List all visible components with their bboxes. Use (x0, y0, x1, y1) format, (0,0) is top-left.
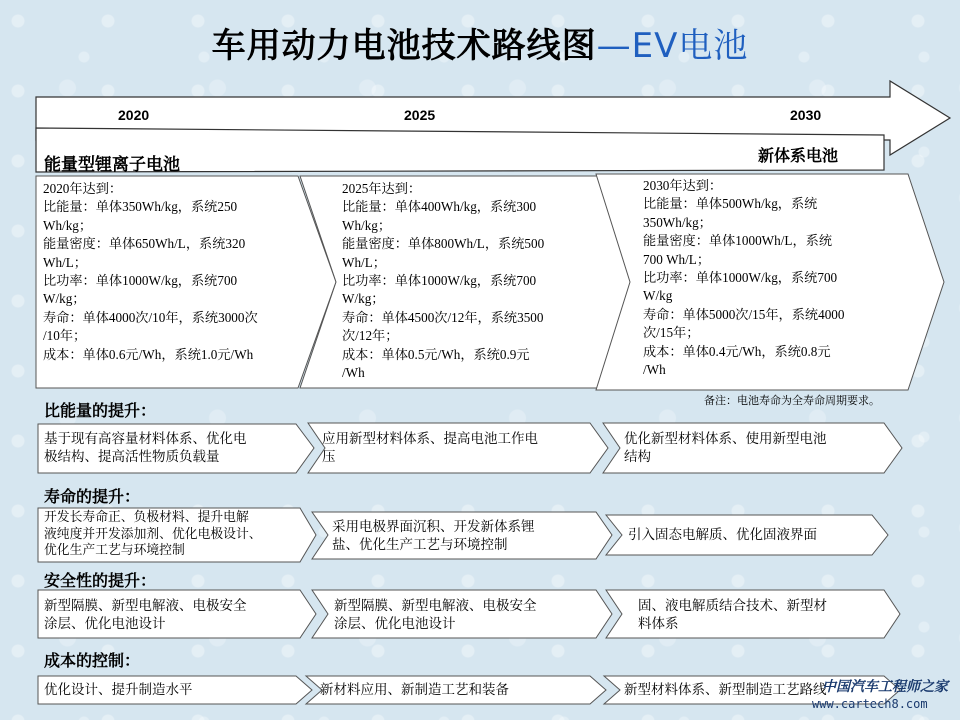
new-system-battery-label: 新体系电池 (758, 146, 839, 165)
sec4-cell-2: 新材料应用、新制造工艺和装备 (320, 682, 509, 698)
sec4-cell-3: 新型材料体系、新型制造工艺路线 (624, 682, 827, 698)
watermark-url: www.cartech8.com (812, 697, 928, 711)
sec3-cell-1: 新型隔膜、新型电解液、电极安全 涂层、优化电池设计 (44, 598, 247, 632)
sec1-cell-1: 基于现有高容量材料体系、优化电 极结构、提高活性物质负载量 (44, 431, 247, 465)
energy-li-ion-label: 能量型锂离子电池 (44, 155, 180, 175)
year-2020-label: 2020 (118, 107, 150, 123)
section-title-safety: 安全性的提升： (44, 571, 157, 590)
year-2025-label: 2025 (404, 107, 436, 123)
section-title-cost: 成本的控制： (44, 651, 141, 670)
sec2-cell-1: 开发长寿命正、负极材料、提升电解 液纯度并开发添加剂、优化电极设计、 优化生产工艺与环境控制 (44, 510, 262, 558)
targets-2020: 2020年达到： 比能量：单体350Wh/kg，系统250 Wh/kg； 能量密度：单体650Wh/L，系统320 Wh/L； 比功率：单体1000W/kg，系统700 W/kg； 寿命：单体4000次/10年，系统3000次 /10年； 成本：单体0.6元/Wh，系统1.0元/Wh (43, 181, 258, 362)
targets-2025: 2025年达到： 比能量：单体400Wh/kg，系统300 Wh/kg； 能量密度：单体800Wh/L，系统500 Wh/L； 比功率：单体1000W/kg，系统700 W/kg； 寿命：单体4500次/12年，系统3500 次/12年； 成本：单体0.5元/Wh，系统0.9元 /Wh (342, 181, 545, 381)
section-title-lifetime: 寿命的提升： (44, 487, 141, 506)
sec4-cell-1: 优化设计、提升制造水平 (44, 682, 193, 698)
section-title-specific-energy: 比能量的提升： (44, 401, 157, 420)
sec3-cell-3: 固、液电解质结合技术、新型材 料体系 (638, 598, 827, 632)
lifetime-note: 备注：电池寿命为全寿命周期要求。 (704, 394, 880, 407)
sec1-cell-2: 应用新型材料体系、提高电池工作电 压 (322, 431, 538, 465)
sec3-cell-2: 新型隔膜、新型电解液、电极安全 涂层、优化电池设计 (334, 598, 537, 632)
page-title: 车用动力电池技术路线图—EV电池 (211, 26, 749, 66)
sec2-cell-2: 采用电极界面沉积、开发新体系锂 盐、优化生产工艺与环境控制 (332, 519, 535, 553)
watermark-cn: 中国汽车工程师之家 (822, 679, 948, 695)
sec1-cell-3: 优化新型材料体系、使用新型电池 结构 (624, 431, 827, 465)
targets-2030: 2030年达到： 比能量：单体500Wh/kg，系统 350Wh/kg； 能量密度：单体1000Wh/L，系统 700 Wh/L； 比功率：单体1000W/kg，系统700 W/kg 寿命：单体5000次/15年，系统4000 次/15年； 成本：单体0.4元/Wh，系统0.8元 /Wh (643, 178, 845, 378)
sec2-cell-3: 引入固态电解质、优化固液界面 (628, 527, 817, 543)
year-2030-label: 2030 (790, 107, 822, 123)
